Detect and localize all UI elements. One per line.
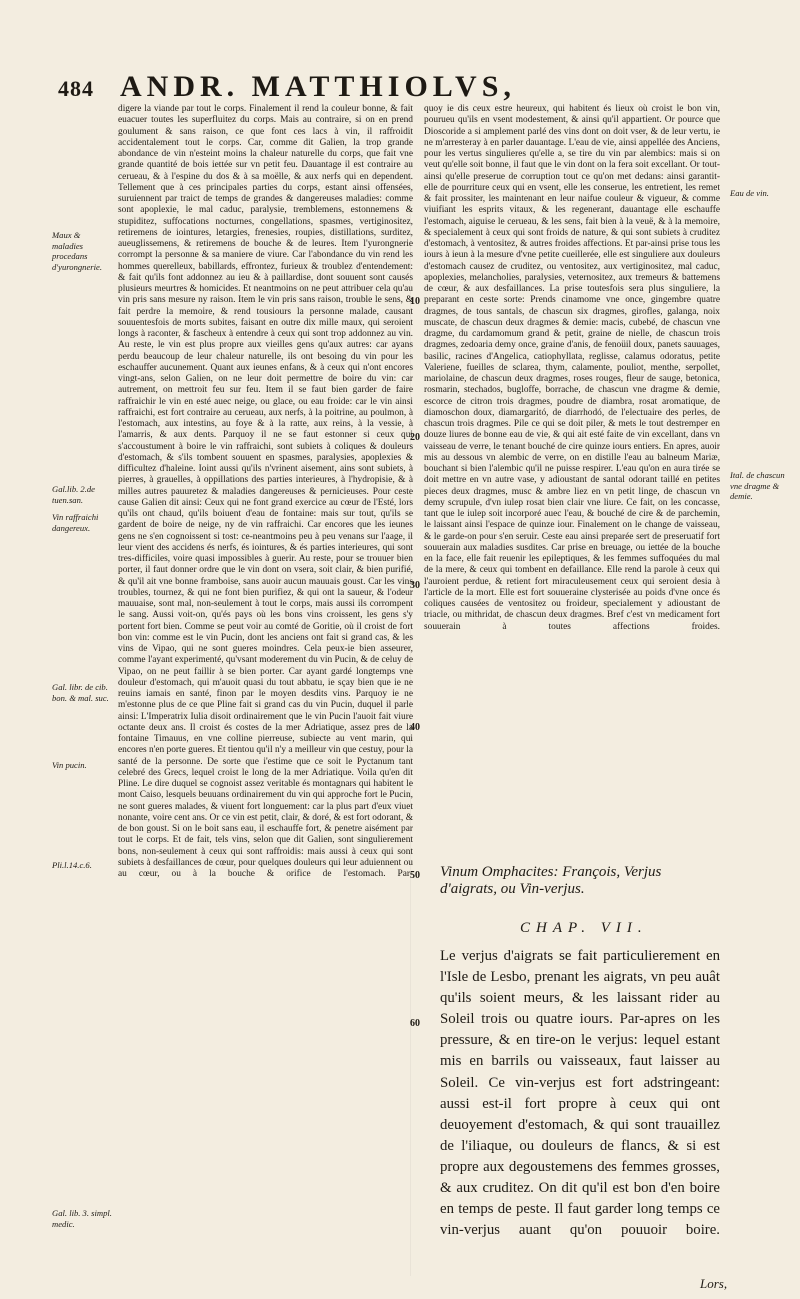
margin-note-5: Vin pucin. (52, 760, 87, 770)
line-number-60: 60 (410, 1018, 420, 1029)
margin-note-right-1: Eau de vin. (730, 188, 769, 198)
line-number-20: 20 (410, 432, 420, 443)
line-number-40: 40 (410, 722, 420, 733)
margin-note-1: Maux & maladies procedans d'yurongnerie. (52, 230, 102, 272)
chapter-heading: CHAP. VII. (520, 920, 648, 936)
page-number: 484 (58, 76, 94, 101)
line-number-50: 50 (410, 870, 420, 881)
margin-note-6: Pli.l.14.c.6. (52, 860, 92, 870)
line-number-10: 10 (410, 296, 420, 307)
catchword: Lors, (700, 1276, 728, 1291)
chapter-body-text: Le verjus d'aigrats se fait particulierement en l'Isle de Lesbo, prenant les aigrats, vn peu auât qu'ils soient meurs, & les laissant rider au Soleil trois ou quatre iours. Par-apres on les pressure, & en tire-on le verjus: lequel estant mis en barrils ou vaisseaux, faut laisser au Soleil. Ce vin-verjus est fort adstringeant: aussi est-il fort propre à ceux qui ont deuoyement d'estomach, & qui sont trauaillez de l'iliaque, ou douleurs de flancs, & si est propre aux degoustemens des femmes grosses, & aux cruditez. On dit qu'il est bon d'en boire en temps de peste. Il faut garder long temps ce vin-verjus auant qu'on pouuoir boire. (440, 948, 720, 1239)
page-header (58, 70, 748, 102)
margin-note-2: Gal.lib. 2.de tuen.san. (52, 484, 95, 505)
left-column-text: digere la viande par tout le corps. Finalement il rend la couleur bonne, & fait euacuer toutes les superfluitez du corps. Mais au contraire, si on en prend goulument & sans raison, ce que font ces lacs à vin, il raffroidit accidentalement tout le corps. Car, comme dit Galien, la trop grande abondance de vin n'esteint moins la chaleur naturelle du corps, que fait vne grande quantité de bois iettée sur vn petit feu. Dauantage il est contraire au cerueau, & à l'espine du dos & à sa moëlle, & aux nerfs qui en dependent. Tellement que à ces principales parties du corps, estant ainsi offensées, suruiennent par traict de temps de grandes & dangereuses maladies: comme sont apoplexie, le mal caduc, paralysie, tremblemens, estonnemens & stupiditez, suffocations nocturnes, congellations, spasmes, vertiginositez, retiremens de iointures, letargies, frenesies, roupies, distillations, surditez, aueuglissemens, & retiremens de bouche & de leures. Item l'yurongnerie corrompt la personne & sa maniere de viure. Car l'abondance du vin rend les hommes querelleux, babillards, effrontez, furieux & troublez d'entendement: & fait qu'ils font addonnez au ieu & à paillardise, dont souuent sont causés plusieurs meurtres & homicides. Et neantmoins on ne peut attribuer cela qu'au vin pris sans mesure ny raison. Item le vin pris sans raison, trouble le sens, & fait perdre la memoire, & rend tousiours la personne malade, causant souuentesfois de morts subites, faisant en outre dix mille maux, qui seroient longs à raconter, & fascheux à entendre à ceux qui sont trop addonnez au vin. Au reste, le vin est plus propre aux vieilles gens qu'aux autres: car ayans perdu beaucoup de leur chaleur naturelle, ils ont besoing du vin pour les eschauffer aucunement. Quant aux ieunes enfans, & à ceux qui n'ont encores vingt-ans, selon Galien, on ne leur doit permettre de boire du vin: car autrement, on mettroit feu sur feu. Item il se faut bien garder de faire raffraichir le vin en esté auec neige, ou glace, ou eau froide: car le vin ainsi raffraichi, est fort contraire au cerueau, aux nerfs, à la poitrine, au poulmon, à l'estomach, aux intestins, au foye & à la ratte, aux reins, à la vessie, à l'amarris, & aux dents. Parquoy il ne se faut estonner si ceux qui s'accoustument à boire le vin raffraichi, sont subiets à coliques & douleurs d'estomach, & s'ils tombent souuent en spasmes, paralysies, apoplexies & difficultez d'haleine. Ioint aussi qu'ils n'vrinent aisement, ains sont subiets, à pierres, à grauelles, à oppillations des parties interieures, à l'hydropisie, & à milles autres pauuretez & maladies dangereuses & pernicieuses. Pour ceste cause Galien dit ainsi: Ceux qui ne font grand exercice au cœur de l'Esté, lors qu'ils ont chaud, qu'ils boiuent d'eau de fontaine: mais sur tout, qu'ils se gardent de boire de neige, ny de vin raffraichi. Car encores que les ieunes gens ne s'en cognoissent si tost: ce-neantmoins peu à peu venans sur l'aage, il leur vient des accidens és nerfs, és iointures, & és parties interieures, qui sont tres-difficiles, voire quasi impossibles à guerir. Au reste, pour se trouuer bien porter, il faut donner ordre que le vin dont on vsera, soit clair, & bien purifié, & qu'il ait vne bonne framboise, sans auoir aucun mauuais goust. Car les vins troubles, tournez, & qui ne font bien purifiez, & qui ont la saueur, & l'odeur mauuaise, sont mal, non-seulement à tout le corps, mais aussi ils corrompent le sang. Aussi voit-on, qu'és pays où les bons vins croissent, les gens s'y portent fort bien. Comme se peut voir au comté de Goritie, où il croist de fort bon vin: comme est le vin Pucin, dont les anciens ont fait si grand cas, & les vins de Vipao, qui ne sont gueres moindres. Cela peux-ie bien asseurer, comme l'ayant experimenté, qu'vsant moderement du vin Pucin, & de celuy de Vipao, on ne peut faillir à se bien porter. Car ayant gardé longtemps vne douleur d'estomach, qui m'auoit quasi du tout abbatu, ie sçay bien que ie ne reuins iamais en santé, finon par le moyen desdits vins. Parquoy ie ne m'estonne plus de ce que Pline fait si grand cas du vin Pucin, duquel il parle ainsi: L'Imperatrix Iulia disoit ordinairement que le vin Pucin l'auoit fait viure octante deux ans. Il croist és costes de la mer Adriatique, assez pres de la fontaine Timauus, en vne colline pierreuse, subiecte au vent marin, qui encores n'en porte gueres. Et tientou qu'il n'y a meilleur vin que cestuy, pour la santé de la personne. De sorte que i'estime que ce soit le Pyctanum tant celebré des Grecs, lequel croist le long de la mer Adriatique. Voila qu'en dit Pline. Le dire duquel se cognoist assez veritable és montagnars qui habitent le mont Caiso, lesquels beuuans ordinairement du vin qui approche fort le Pucin, ne sont gueres malades, & viuent fort longuement: car la plus part d'eux viuet nonante, voire cent ans. Or ce vin est petit, clair, & doré, & est fort odorant, & de bon goust. Si on le boit sans eau, il eschauffe fort, & penetre aisément par tout le corps. Et de fait, tels vins, selon que dit Galien, sont singulierement bons, non-seulement à ceux qui sont raffroidis: mais aussi à ceux qui sont subiets à desfaillances de cœur, pour quelques douleurs qui leur aduiennent ou au cœur, ou à la bouche & orifice de l'estomach. Par- (118, 104, 413, 879)
margin-note-4: Gal. libr. de cib. bon. & mal. suc. (52, 682, 109, 703)
line-number-30: 30 (410, 580, 420, 591)
margin-note-7: Gal. lib. 3. simpl. medic. (52, 1208, 112, 1229)
margin-note-right-2: Ital. de chascun vne dragme & demie. (730, 470, 785, 501)
right-column-text: quoy ie dis ceux estre heureux, qui habitent és lieux où croist le bon vin, pourueu qu'ils en vsent modestement, & ainsi qu'il appartient. Or pource que Dioscoride a si amplement parlé des vins dont on doit vser, & de leur vertu, ie ne m'arresteray à en parler dauantage. L'eau de vie, ainsi appellée des Anciens, pour les vertus singulieres qu'elle a, se tire du vin par alembics: mais si on veut qu'elle soit bonne, il faut que le vin dont on la fera soit excellant. Or tout-ainsi qu'elle preserue de corruption tout ce qu'on met dedans: ainsi garantit-elle de pourriture ceux qui en vsent, elle les conserue, les entretient, les remet & fait prossiter, les maintenant en leur naifue couleur & vigueur, & comme viuifiant les esprits vitaux, & les regenerant, dauantage elle eschauffe l'estomach, aiguise le cerueau, & les sens, fait bien à la veuë, & à la memoire, & specialement à ceux qui sont froids de nature, & qui sont subiets à cruditez d'estomach, à ventositez, & autres froides affections. Et par-ainsi prise tous les iours à ieun à la mesure d'vne petite cueillerée, elle est singuliere aux douleurs d'estomach causez de cruditez, ou ventositez, aux vertiginositez, mal caduc, apoplexies, melancholies, paralysies, veternositez, aux tremeurs & battemens de cœur, & aux desfaillances. La prise toutesfois sera plus singuliere, la preparant en ceste sorte: Prends cinamome vne once, gingembre quatre dragmes, de tous santals, de chascun six dragmes, girofles, galanga, noix muscate, de chascun deux dragmes & demie: macis, cubebé, de chascun vne dragme, du cardamomum grand & petit, graine de nielle, de chascun trois dragmes, zedoaria demy once, graine d'anis, de fenoüil doux, panets sauuages, basilic, racines d'Angelica, catiophyllata, reglisse, calamus odoratus, petite Valeriene, fueilles de sclarea, thym, calamente, pouliot, menthe, serpollet, mariolaine, de chascun deux dragmes, roses rouges, fleur de sauge, betonica, rosmarin, stechados, bugloffe, borrache, de chascun vne dragme & demie, escorce de citron trois dragmes, poudre de diambra, rosat aromatique, de diamoschon doux, diamargaritó, de diarrhodó, de l'electuaire des perles, de chascun trois dragmes. Pile ce qui se doit piler, & mets le tout destremper en douze liures de bonne eau de vie, & qui ait esté faite de vin excellant, dans vn vaisseau de verre, le tenant bouché de cire quinze iours entiers. En apres, auoir mis au dessous vn alembic de verre, on en distille l'eau au balneum Mariæ, bouchant si bien l'alembic qu'il ne puisse respirer. L'eau qu'on en aura tirée se doit mettre en vn autre vase, y adioustant de santal odorant taillé en petites pieces deux dragmes, musc & ambre liez en vn petit linge, de chascun vn demy scrupule, d'vn iulep rosat bien clair vne liure. Ce fait, on les concasse, tant que le iulep soit incorporé auec l'eau, & bouché de cire & de parchemin, le laissant ainsi l'espace de quinze iour. Finalement on le change de vaisseau, & le garde-on pour s'en seruir. Ceste eau ainsi preparée sert de preseruatif fort souuerain aux maladies susdites. Car prise en breuage, ou iettée de la bouche en la face, elle fait reuenir les epileptiques, & les femmes suffoquées du mal de la mere, & ceux qui tombent en defaillance. Elle rend la parole à ceux qui l'auroient perdue, & retient fort miraculeusement ceux qui seroient desia à l'article de la mort. Elle est fort souueraine clysterisée au poids d'vne once és coliques causées de ventositez ou froideur, specialement y adioustant de triacle, ou mithridat, de chascun deux dragmes. Bref c'est vn medicament fort souuerain à toutes affections froides. (424, 104, 720, 632)
margin-note-3: Vin raffraichi dangereux. (52, 512, 99, 533)
subheading-latin: Vinum Omphacites: François, Verjus d'aigrats, ou Vin-verjus. (440, 864, 662, 897)
running-head: ANDR. MATTHIOLVS, (120, 70, 516, 103)
